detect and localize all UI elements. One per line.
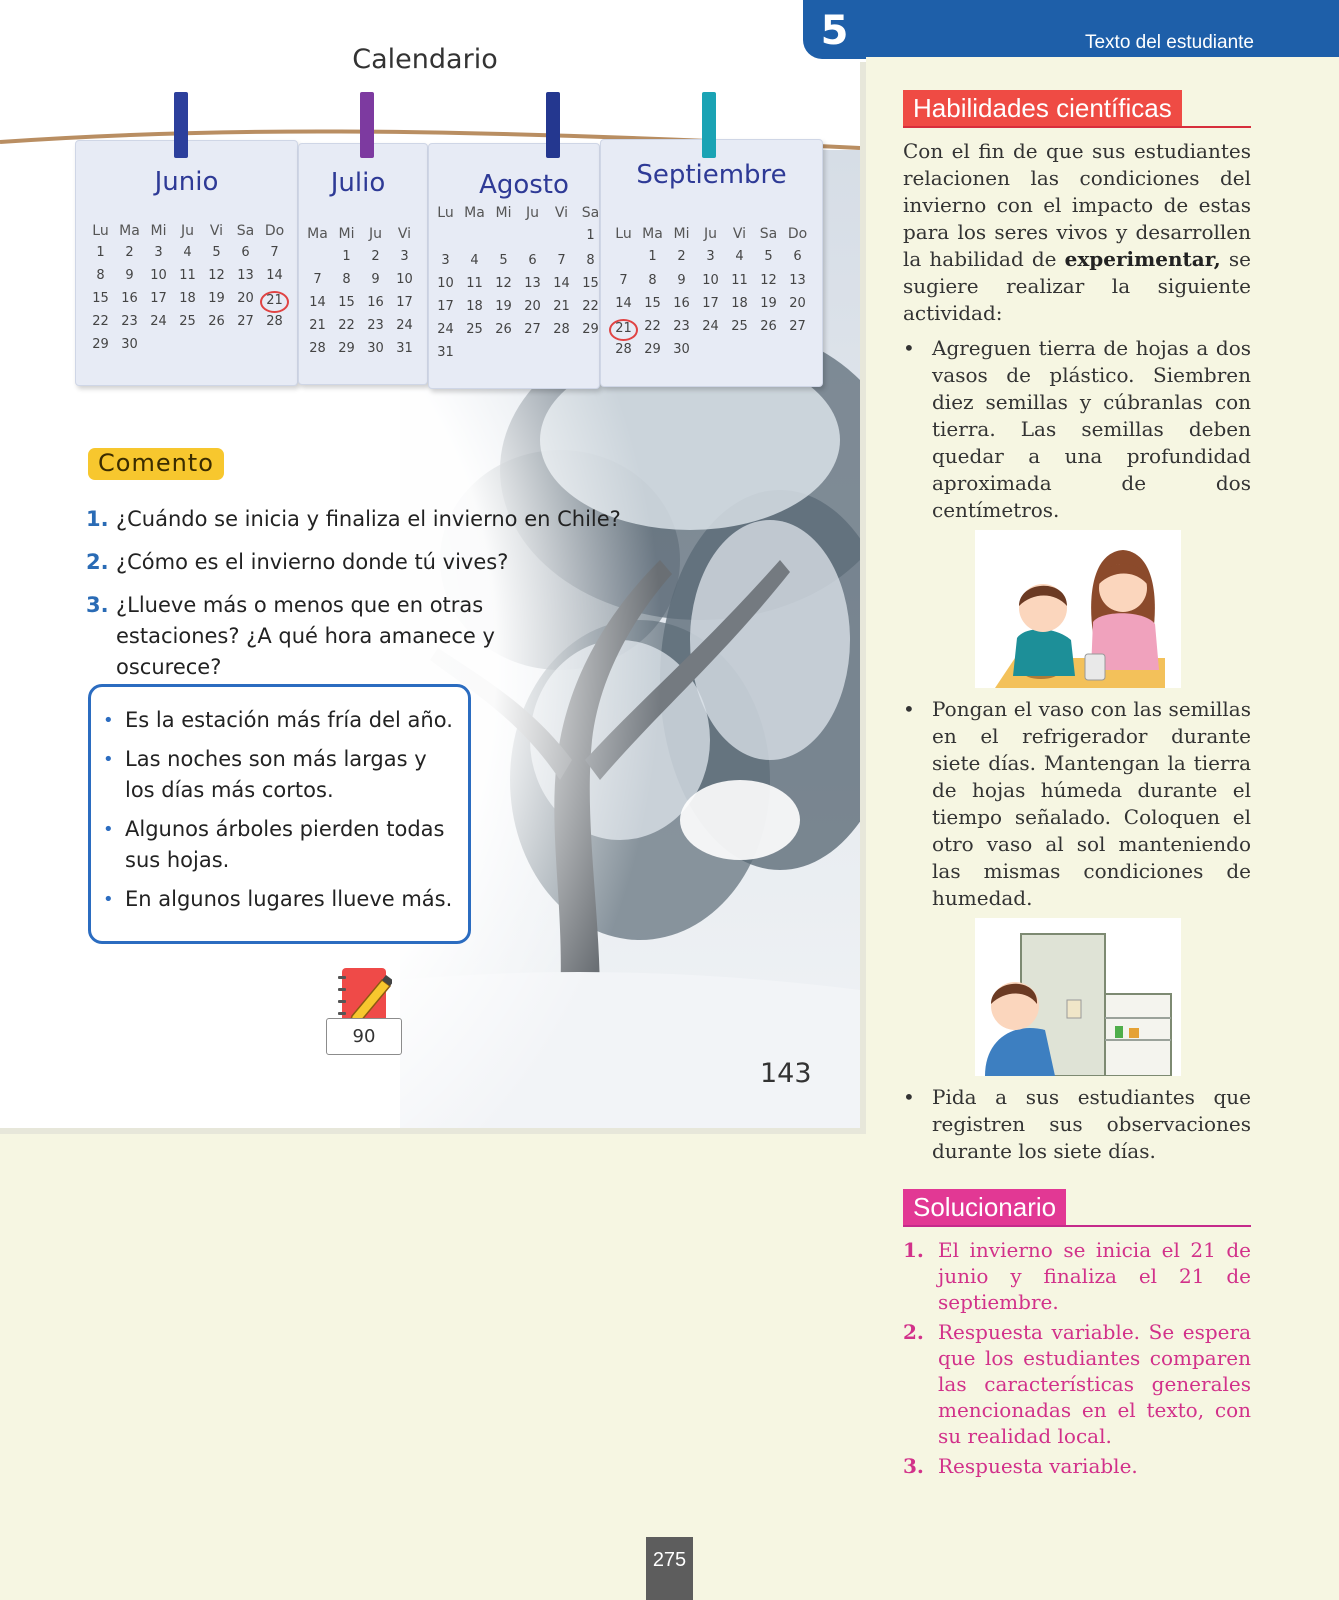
day: 16 (367, 295, 384, 310)
question-item (86, 547, 626, 578)
week-row (431, 345, 460, 367)
day: 29 (92, 337, 109, 352)
teacher-sidebar (903, 90, 1251, 1483)
solutions-heading-label: Solucionario (903, 1189, 1066, 1225)
day: 8 (96, 268, 105, 283)
bullet-icon: • (103, 889, 114, 910)
day: 13 (237, 268, 254, 283)
day: 12 (495, 276, 512, 291)
day: 1 (96, 245, 105, 260)
day: 14 (615, 296, 632, 311)
day: 7 (313, 272, 322, 287)
bullet-icon: • (103, 819, 114, 840)
day: 28 (309, 341, 326, 356)
week-row (303, 272, 419, 294)
footer-page-number: 275 (646, 1537, 693, 1600)
children-planting-illustration (975, 530, 1181, 688)
week-row (431, 228, 600, 250)
month-name: Agosto (479, 170, 569, 200)
fact-text: En algunos lugares llueve más. (125, 887, 453, 911)
day: 28 (266, 314, 283, 329)
weekday: Mi (150, 223, 167, 239)
day: 8 (586, 253, 595, 268)
day: 7 (270, 245, 279, 260)
question-text: ¿Llueve más o menos que en otras estaciones? ¿A qué hora amanece y oscurece? (116, 593, 495, 679)
day (609, 249, 638, 271)
day: 20 (789, 296, 806, 311)
day: 31 (396, 341, 413, 356)
day: 29 (582, 322, 599, 337)
weekday: Vi (397, 226, 412, 242)
solution-item (903, 1237, 1251, 1315)
question-item (86, 590, 626, 683)
day: 24 (702, 319, 719, 334)
day: 9 (371, 272, 380, 287)
day: 11 (466, 276, 483, 291)
week-row (609, 273, 812, 295)
calendar-title: Calendario (352, 44, 498, 75)
day: 25 (466, 322, 483, 337)
week-row (86, 291, 289, 313)
day: 23 (121, 314, 138, 329)
day: 13 (789, 273, 806, 288)
day: 17 (150, 291, 167, 306)
fact-item (103, 884, 458, 915)
day: 23 (367, 318, 384, 333)
day: 2 (125, 245, 134, 260)
solution-text: Respuesta variable. Se espera que los estudiantes comparen las características generales mencionadas en el texto, con su realidad local. (938, 1320, 1251, 1448)
question-text: ¿Cuándo se inicia y finaliza el invierno en Chile? (116, 507, 621, 531)
day: 31 (437, 345, 454, 360)
day (460, 228, 489, 250)
activity-step (903, 335, 1251, 524)
day: 6 (528, 253, 537, 268)
question-number: 3. (86, 593, 109, 617)
week-row (431, 276, 600, 298)
activity-step-text: Pongan el vaso con las semillas en el refrigerador durante siete días. Mantengan la tierra de hojas húmeda durante el tiempo señalado. Coloquen el otro vaso al sol manteniendo las mismas condiciones de humedad. (932, 697, 1251, 910)
day: 19 (495, 299, 512, 314)
weekday: Vi (732, 226, 747, 242)
day: 30 (673, 342, 690, 357)
day (489, 228, 518, 250)
fact-text: Es la estación más fría del año. (125, 708, 453, 732)
winter-end-day-circled: 21 (609, 319, 638, 341)
day: 30 (367, 341, 384, 356)
header-title: Texto del estudiante (1084, 32, 1254, 53)
activity-step (903, 1084, 1251, 1165)
week-row (609, 296, 812, 318)
day (431, 228, 460, 250)
day: 27 (237, 314, 254, 329)
day: 9 (125, 268, 134, 283)
header-bar (866, 0, 1339, 57)
day: 14 (266, 268, 283, 283)
day: 12 (208, 268, 225, 283)
weekday: Ma (119, 223, 140, 239)
day: 19 (208, 291, 225, 306)
day: 5 (499, 253, 508, 268)
clothespin-navy-icon (546, 92, 560, 158)
weekday: Ma (307, 226, 328, 242)
day: 16 (673, 296, 690, 311)
day: 7 (619, 273, 628, 288)
day: 25 (731, 319, 748, 334)
winter-facts-box (88, 684, 471, 944)
day: 4 (183, 245, 192, 260)
day (518, 228, 547, 250)
day: 3 (441, 253, 450, 268)
day: 28 (553, 322, 570, 337)
day (303, 249, 332, 271)
day: 5 (212, 245, 221, 260)
solution-item (903, 1453, 1251, 1479)
calendar-september (600, 139, 823, 387)
day: 10 (150, 268, 167, 283)
calendar-june (75, 140, 298, 386)
day: 24 (396, 318, 413, 333)
day: 29 (338, 341, 355, 356)
weekday-row (609, 226, 812, 248)
day: 1 (342, 249, 351, 264)
day: 27 (524, 322, 541, 337)
chapter-tab: 5 (800, 0, 866, 62)
day: 17 (437, 299, 454, 314)
day: 21 (309, 318, 326, 333)
day: 1 (648, 249, 657, 264)
skills-heading (903, 90, 1251, 128)
week-row (303, 341, 419, 363)
day: 28 (615, 342, 632, 357)
weekday: Mi (673, 226, 690, 242)
weekday: Mi (495, 205, 512, 221)
fact-item (103, 814, 458, 876)
day: 15 (644, 296, 661, 311)
comment-badge: Comento (88, 448, 224, 480)
weekday-row (86, 223, 289, 245)
solutions-heading (903, 1189, 1251, 1227)
day: 18 (179, 291, 196, 306)
activity-step-text: Agreguen tierra de hojas a dos vasos de plástico. Siembren diez semillas y cúbranlas con tierra. Las semillas deben quedar a una profundidad aproximada de dos centímetros. (932, 336, 1251, 522)
day: 17 (702, 296, 719, 311)
week-row (86, 268, 289, 290)
week-row (86, 314, 289, 336)
solution-number: 1. (903, 1238, 924, 1262)
day: 26 (495, 322, 512, 337)
question-list (86, 504, 626, 695)
question-text: ¿Cómo es el invierno donde tú vives? (116, 550, 509, 574)
day: 22 (582, 299, 599, 314)
weekday: Ma (464, 205, 485, 221)
week-row (303, 249, 419, 271)
day: 8 (648, 273, 657, 288)
day: 1 (586, 228, 595, 243)
week-row (303, 318, 419, 340)
question-item (86, 504, 626, 535)
bullet-icon: • (103, 710, 114, 731)
day: 4 (470, 253, 479, 268)
question-number: 2. (86, 550, 109, 574)
day: 9 (677, 273, 686, 288)
day: 6 (793, 249, 802, 264)
week-row (431, 253, 600, 275)
weekday: Ju (703, 226, 717, 242)
week-row (609, 342, 696, 364)
weekday: Sa (581, 205, 600, 221)
weekday: Ju (368, 226, 382, 242)
day: 17 (396, 295, 413, 310)
day: 27 (789, 319, 806, 334)
clothespin-purple-icon (360, 92, 374, 158)
day: 11 (731, 273, 748, 288)
weekday-row (431, 205, 600, 227)
student-page (0, 0, 866, 1134)
weekday: Lu (437, 205, 454, 221)
week-row (303, 295, 419, 317)
day: 3 (400, 249, 409, 264)
day: 3 (706, 249, 715, 264)
calendar-july (298, 143, 428, 385)
week-row (86, 245, 289, 267)
fact-item (103, 744, 458, 806)
day: 2 (677, 249, 686, 264)
day: 21 (553, 299, 570, 314)
month-name: Junio (154, 167, 219, 197)
clothespin-blue-icon (174, 92, 188, 158)
day: 18 (731, 296, 748, 311)
weekday: Lu (92, 223, 109, 239)
day: 22 (644, 319, 661, 334)
day: 30 (121, 337, 138, 352)
day: 23 (673, 319, 690, 334)
solution-item (903, 1319, 1251, 1449)
activity-step-text: Pida a sus estudiantes que registren sus observaciones durante los siete días. (932, 1085, 1251, 1163)
weekday: Vi (209, 223, 224, 239)
week-row (609, 249, 812, 271)
weekday: Do (787, 226, 808, 242)
day: 4 (735, 249, 744, 264)
day: 13 (524, 276, 541, 291)
day (547, 228, 576, 250)
solution-number: 2. (903, 1320, 924, 1344)
activity-step (903, 696, 1251, 912)
child-refrigerator-illustration (975, 918, 1181, 1076)
skills-heading-label: Habilidades científicas (903, 90, 1182, 126)
solutions-list (903, 1237, 1251, 1479)
winter-start-day-circled: 21 (260, 291, 289, 313)
month-name: Septiembre (636, 160, 787, 190)
intro-text-bold: experimentar, (1064, 247, 1221, 271)
clothespin-teal-icon (702, 92, 716, 158)
fact-text: Algunos árboles pierden todas sus hojas. (125, 817, 445, 872)
day: 10 (396, 272, 413, 287)
day: 10 (437, 276, 454, 291)
day: 22 (92, 314, 109, 329)
bullet-icon: • (903, 1085, 915, 1109)
month-name: Julio (330, 168, 386, 198)
day: 10 (702, 273, 719, 288)
day: 15 (582, 276, 599, 291)
day: 18 (466, 299, 483, 314)
fact-item (103, 705, 458, 736)
day: 29 (644, 342, 661, 357)
weekday: Vi (554, 205, 569, 221)
day: 20 (524, 299, 541, 314)
day: 7 (557, 253, 566, 268)
day: 20 (237, 291, 254, 306)
week-row (86, 337, 144, 359)
day: 26 (760, 319, 777, 334)
weekday: Mi (338, 226, 355, 242)
weekday: Sa (759, 226, 778, 242)
day: 24 (150, 314, 167, 329)
calendar-august (428, 143, 600, 389)
day: 15 (338, 295, 355, 310)
week-row (609, 319, 812, 341)
day: 22 (338, 318, 355, 333)
day: 12 (760, 273, 777, 288)
bullet-icon: • (103, 749, 114, 770)
bullet-icon: • (903, 336, 915, 360)
day: 5 (764, 249, 773, 264)
weekday: Sa (236, 223, 255, 239)
day: 14 (553, 276, 570, 291)
day: 11 (179, 268, 196, 283)
solution-text: El invierno se inicia el 21 de junio y finaliza el 21 de septiembre. (938, 1238, 1251, 1314)
skills-intro (903, 138, 1251, 327)
intro-text-start: Con el fin de que sus estudiantes relacionen las condiciones del invierno con el impacto de estas para los seres vivos y desarrollen la habilidad de (903, 139, 1251, 271)
workbook-page-ref: 90 (326, 1018, 402, 1055)
week-row (431, 322, 600, 344)
weekday: Do (264, 223, 285, 239)
day: 26 (208, 314, 225, 329)
day: 24 (437, 322, 454, 337)
weekday: Ma (642, 226, 663, 242)
weekday: Ju (180, 223, 194, 239)
question-number: 1. (86, 507, 109, 531)
day: 14 (309, 295, 326, 310)
solution-number: 3. (903, 1454, 924, 1478)
week-row (431, 299, 600, 321)
weekday-row (303, 226, 419, 248)
day: 2 (371, 249, 380, 264)
day: 3 (154, 245, 163, 260)
bullet-icon: • (903, 697, 915, 721)
weekday: Ju (525, 205, 539, 221)
intro-text-end: se sugiere realizar la siguiente actividad: (903, 247, 1251, 325)
day: 19 (760, 296, 777, 311)
fact-text: Las noches son más largas y los días más cortos. (125, 747, 427, 802)
day: 6 (241, 245, 250, 260)
day: 8 (342, 272, 351, 287)
weekday: Lu (615, 226, 632, 242)
day: 15 (92, 291, 109, 306)
student-page-number: 143 (760, 1058, 812, 1089)
day: 25 (179, 314, 196, 329)
solution-text: Respuesta variable. (938, 1454, 1138, 1478)
day: 16 (121, 291, 138, 306)
